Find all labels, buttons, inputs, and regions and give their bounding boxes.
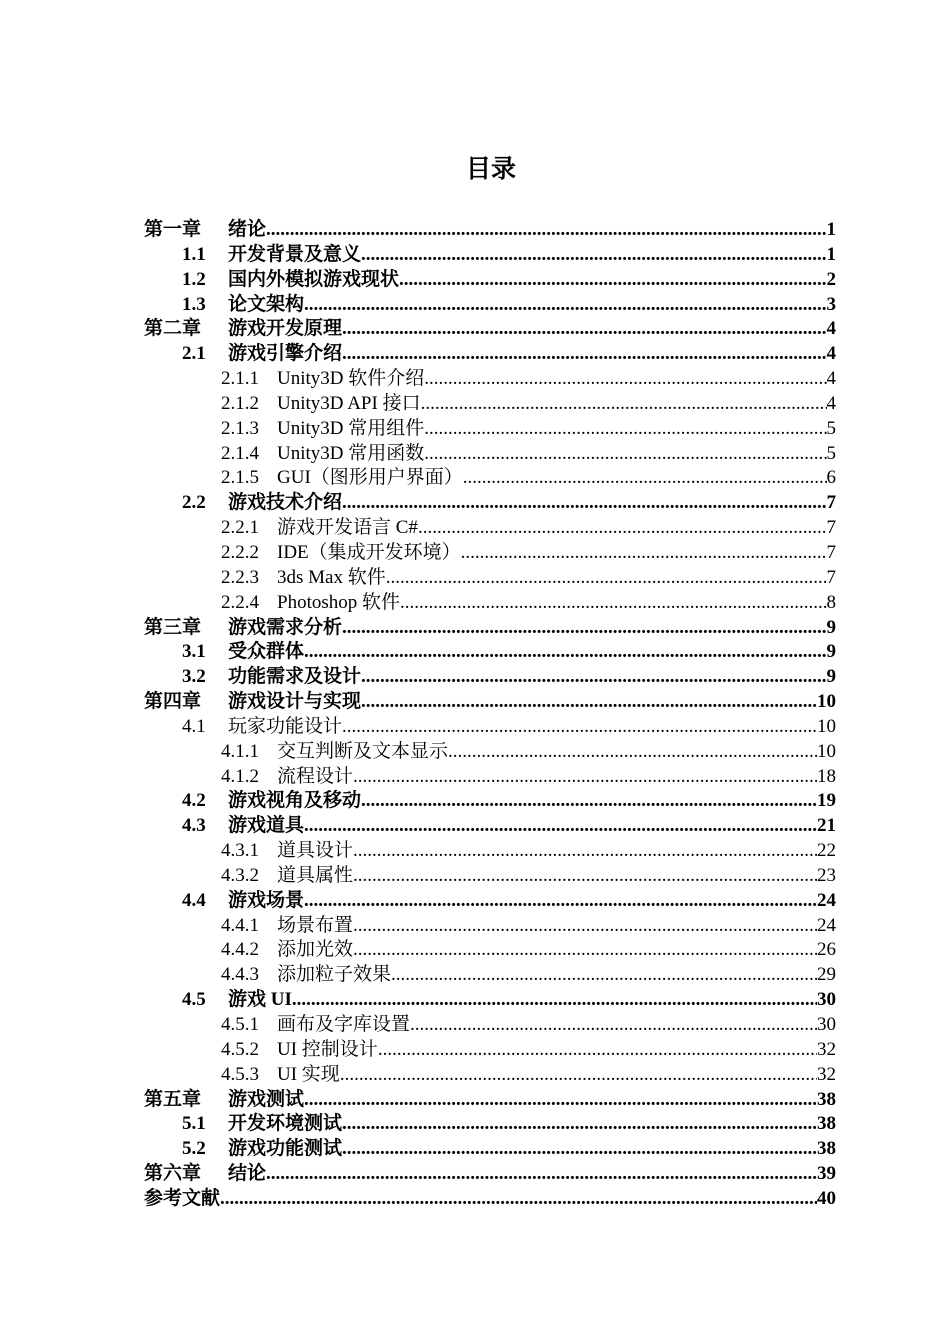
toc-entry[interactable] — [144, 889, 836, 914]
toc-entry-title: Unity3D API 接口 — [277, 392, 421, 414]
toc-entry-title: 玩家功能设计 — [228, 715, 343, 737]
toc-entry-page: 9 — [826, 641, 836, 663]
toc-dot-leader — [421, 392, 827, 417]
toc-entry-title: 添加光效 — [277, 939, 354, 961]
toc-dot-leader — [361, 789, 817, 814]
toc-entry-title: 道具设计 — [277, 840, 354, 862]
toc-dot-leader — [461, 541, 827, 566]
toc-entry-number: 第一章 — [144, 219, 202, 240]
toc-entry-page: 4 — [826, 318, 836, 340]
toc-entry-title: 绪论 — [228, 219, 267, 240]
toc-entry-page: 9 — [826, 616, 836, 638]
toc-entry-number: 4.4.1 — [221, 914, 259, 936]
toc-entry-page: 4 — [826, 343, 836, 365]
toc-entry-number: 4.4.3 — [221, 964, 259, 986]
toc-entry-number: 4.5.3 — [221, 1063, 259, 1085]
toc-entry[interactable] — [144, 541, 836, 566]
toc-dot-leader — [400, 591, 827, 616]
toc-entry[interactable] — [144, 789, 836, 814]
toc-entry-number: 5.1 — [182, 1113, 206, 1135]
toc-dot-leader — [304, 889, 817, 914]
toc-entry[interactable] — [144, 616, 836, 641]
toc-entry-number: 4.1 — [182, 715, 206, 737]
toc-entry[interactable] — [144, 690, 836, 715]
toc-entry[interactable] — [144, 938, 836, 963]
toc-entry-number: 2.1.4 — [221, 442, 259, 464]
toc-entry-page: 4 — [826, 392, 836, 414]
toc-dot-leader — [353, 765, 817, 790]
toc-entry-title: 道具属性 — [277, 864, 354, 886]
toc-dot-leader — [353, 864, 817, 889]
toc-entry-title: 受众群体 — [228, 641, 305, 663]
toc-entry-title: Photoshop 软件 — [277, 591, 400, 613]
toc-entry[interactable] — [144, 814, 836, 839]
toc-entry-page: 22 — [817, 840, 836, 862]
toc-entry[interactable] — [144, 1088, 836, 1113]
toc-entry-number: 第六章 — [144, 1163, 202, 1185]
toc-dot-leader — [424, 367, 826, 392]
toc-entry[interactable] — [144, 988, 836, 1013]
toc-entry-number: 4.4.2 — [221, 939, 259, 961]
toc-entry-page: 18 — [817, 765, 836, 787]
toc-dot-leader — [266, 218, 826, 243]
toc-entry-title: 交互判断及文本显示 — [277, 740, 449, 762]
toc-entry-page: 39 — [817, 1163, 836, 1185]
toc-dot-leader — [220, 1187, 817, 1212]
toc-entry-page: 24 — [817, 889, 836, 911]
toc-entry[interactable] — [144, 1137, 836, 1162]
toc-entry-number: 3.1 — [182, 641, 206, 663]
toc-entry-title: 场景布置 — [277, 914, 354, 936]
toc-dot-leader — [342, 616, 826, 641]
toc-entry[interactable] — [144, 268, 836, 293]
toc-entry[interactable] — [144, 317, 836, 342]
toc-entry-number: 4.2 — [182, 790, 206, 812]
toc-entry[interactable] — [144, 591, 836, 616]
toc-entry-number: 4.4 — [182, 889, 206, 911]
toc-entry-title: 游戏场景 — [228, 889, 305, 911]
toc-entry-number: 2.2.1 — [221, 517, 259, 539]
toc-dot-leader — [342, 342, 826, 367]
toc-entry-number: 4.1.2 — [221, 765, 259, 787]
toc-entry-page: 7 — [826, 566, 836, 588]
toc-entry-page: 29 — [817, 964, 836, 986]
toc-dot-leader — [424, 442, 826, 467]
toc-entry[interactable] — [144, 243, 836, 268]
toc-entry[interactable] — [144, 218, 836, 243]
toc-entry-title: UI 实现 — [277, 1063, 340, 1085]
toc-entry-page: 10 — [817, 715, 836, 737]
toc-entry-number: 3.2 — [182, 666, 206, 688]
toc-entry[interactable] — [144, 765, 836, 790]
toc-dot-leader — [378, 1038, 817, 1063]
toc-entry-number: 2.2.3 — [221, 566, 259, 588]
toc-entry-page: 2 — [826, 268, 836, 290]
toc-entry-title: 游戏设计与实现 — [228, 691, 362, 713]
toc-entry[interactable] — [144, 367, 836, 392]
toc-entry[interactable] — [144, 516, 836, 541]
toc-entry-number: 5.2 — [182, 1138, 206, 1160]
toc-dot-leader — [361, 243, 826, 268]
toc-entry-number: 4.3.1 — [221, 840, 259, 862]
toc-entry-number: 4.5.2 — [221, 1038, 259, 1060]
page-title: 目录 — [465, 154, 516, 183]
toc-entry-page: 21 — [817, 815, 836, 837]
toc-dot-leader — [410, 1013, 817, 1038]
toc-entry[interactable] — [144, 665, 836, 690]
toc-dot-leader — [304, 814, 817, 839]
toc-entry-page: 38 — [817, 1088, 836, 1110]
toc-entry-title: 游戏开发原理 — [228, 318, 343, 340]
toc-entry-page: 1 — [826, 243, 836, 265]
toc-dot-leader — [340, 1063, 817, 1088]
toc-entry-number: 2.2 — [182, 492, 206, 514]
toc-dot-leader — [418, 516, 827, 541]
toc-entry-title: 论文架构 — [228, 293, 305, 315]
toc-entry-title: Unity3D 软件介绍 — [277, 368, 425, 390]
toc-dot-leader — [361, 665, 826, 690]
toc-entry[interactable] — [144, 963, 836, 988]
toc-dot-leader — [342, 1112, 817, 1137]
toc-entry[interactable] — [144, 715, 836, 740]
toc-entry[interactable] — [144, 640, 836, 665]
toc-entry-page: 7 — [826, 541, 836, 563]
toc-entry-page: 6 — [826, 467, 836, 489]
toc-entry-number: 1.2 — [182, 268, 206, 290]
toc-entry-title: 游戏道具 — [228, 815, 305, 837]
toc-entry-number: 第五章 — [144, 1088, 202, 1110]
toc-entry-page: 32 — [817, 1038, 836, 1060]
toc-dot-leader — [342, 491, 826, 516]
toc-entry-page: 32 — [817, 1063, 836, 1085]
toc-entry-page: 4 — [826, 368, 836, 390]
toc-entry-number: 4.3.2 — [221, 864, 259, 886]
toc-entry-number: 第二章 — [144, 318, 202, 340]
toc-entry-page: 30 — [817, 989, 836, 1011]
toc-entry[interactable] — [144, 1187, 836, 1212]
toc-dot-leader — [342, 317, 826, 342]
toc-entry[interactable] — [144, 1013, 836, 1038]
toc-dot-leader — [424, 417, 826, 442]
toc-dot-leader — [304, 1088, 817, 1113]
toc-entry-title: 画布及字库设置 — [277, 1014, 411, 1035]
toc-dot-leader — [353, 839, 817, 864]
toc-dot-leader — [391, 963, 817, 988]
toc-entry-number: 2.1.2 — [221, 392, 259, 414]
toc-entry-page: 26 — [817, 939, 836, 961]
toc-entry-number: 4.3 — [182, 815, 206, 837]
toc-entry-page: 7 — [826, 492, 836, 514]
toc-entry-page: 24 — [817, 914, 836, 936]
toc-entry-title: Unity3D 常用组件 — [277, 417, 425, 439]
toc-entry-page: 5 — [826, 442, 836, 464]
toc-entry[interactable] — [144, 417, 836, 442]
toc-entry-number: 4.1.1 — [221, 740, 259, 762]
toc-entry[interactable] — [144, 466, 836, 491]
toc-entry-page: 5 — [826, 417, 836, 439]
toc-dot-leader — [342, 715, 817, 740]
toc-entry-number: 2.2.2 — [221, 541, 259, 563]
toc-dot-leader — [353, 914, 817, 939]
toc-entry-number: 2.1 — [182, 343, 206, 365]
toc-dot-leader — [292, 988, 817, 1013]
toc-entry[interactable] — [144, 1162, 836, 1187]
toc-dot-leader — [399, 268, 826, 293]
toc-entry[interactable] — [144, 839, 836, 864]
toc-entry-page: 23 — [817, 864, 836, 886]
toc-entry-number: 4.5.1 — [221, 1014, 259, 1035]
toc-entry[interactable] — [144, 1112, 836, 1137]
toc-entry-page: 9 — [826, 666, 836, 688]
toc-entry-number: 第四章 — [144, 691, 202, 713]
toc-entry[interactable] — [144, 864, 836, 889]
toc-entry-page: 10 — [817, 691, 836, 713]
toc-dot-leader — [304, 293, 826, 318]
toc-entry-page: 7 — [826, 517, 836, 539]
toc-entry-number: 2.1.5 — [221, 467, 259, 489]
toc-entry-number: 2.2.4 — [221, 591, 259, 613]
toc-entry-title: Unity3D 常用函数 — [277, 442, 425, 464]
toc-entry-title: 游戏引擎介绍 — [228, 343, 343, 365]
toc-entry-title: 添加粒子效果 — [277, 964, 392, 986]
toc-dot-leader — [353, 938, 817, 963]
toc-entry-number: 4.5 — [182, 989, 206, 1011]
toc-entry[interactable] — [144, 342, 836, 367]
toc-dot-leader — [386, 566, 827, 591]
toc-entry[interactable] — [144, 1038, 836, 1063]
toc-entry-title: 开发背景及意义 — [228, 243, 362, 265]
toc-entry[interactable] — [144, 491, 836, 516]
toc-entry-number: 1.1 — [182, 243, 206, 265]
toc-dot-leader — [361, 690, 817, 715]
toc-entry-title: 游戏功能测试 — [228, 1138, 343, 1160]
toc-entry[interactable] — [144, 914, 836, 939]
toc-dot-leader — [266, 1162, 817, 1187]
toc-entry-page: 10 — [817, 740, 836, 762]
toc-entry-number: 1.3 — [182, 293, 206, 315]
toc-entry-page: 40 — [817, 1187, 836, 1209]
toc-entry-title: IDE（集成开发环境） — [277, 541, 461, 563]
toc-entry-title: 功能需求及设计 — [228, 666, 362, 688]
toc-entry-title: 结论 — [228, 1163, 267, 1185]
toc-entry-page: 38 — [817, 1113, 836, 1135]
toc-entry-title: 流程设计 — [277, 765, 354, 787]
toc-dot-leader — [448, 740, 817, 765]
toc-entry[interactable] — [144, 566, 836, 591]
toc-entry[interactable] — [144, 442, 836, 467]
toc-entry-title: 游戏 UI — [228, 989, 292, 1011]
toc-entry-page: 3 — [826, 293, 836, 315]
toc-dot-leader — [304, 640, 826, 665]
toc-entry-number: 2.1.1 — [221, 368, 259, 390]
toc-entry[interactable] — [144, 740, 836, 765]
toc-entry-title: 游戏技术介绍 — [228, 492, 343, 514]
toc-entry[interactable] — [144, 293, 836, 318]
toc-entry-page: 30 — [817, 1014, 836, 1035]
toc-dot-leader — [342, 1137, 817, 1162]
toc-entry-title: 3ds Max 软件 — [277, 566, 386, 588]
toc-entry-title: 游戏开发语言 C# — [277, 517, 418, 539]
toc-entry-title: GUI（图形用户界面） — [277, 467, 463, 489]
toc-entry-title: 国内外模拟游戏现状 — [228, 268, 400, 290]
toc-entry-title: 游戏需求分析 — [228, 616, 343, 638]
toc-entry-title: UI 控制设计 — [277, 1038, 378, 1060]
toc-entry-page: 38 — [817, 1138, 836, 1160]
toc-entry-title: 游戏测试 — [228, 1088, 305, 1110]
toc-dot-leader — [463, 466, 827, 491]
toc-entry-number: 第三章 — [144, 616, 202, 638]
toc-entry-page: 1 — [826, 219, 836, 240]
toc-entry[interactable] — [144, 1063, 836, 1088]
table-of-contents — [144, 218, 836, 1212]
toc-entry-title: 开发环境测试 — [228, 1113, 343, 1135]
toc-entry-page: 8 — [826, 591, 836, 613]
toc-entry-title: 参考文献 — [144, 1187, 221, 1209]
toc-entry-page: 19 — [817, 790, 836, 812]
toc-entry[interactable] — [144, 392, 836, 417]
toc-entry-number: 2.1.3 — [221, 417, 259, 439]
toc-entry-title: 游戏视角及移动 — [228, 790, 362, 812]
